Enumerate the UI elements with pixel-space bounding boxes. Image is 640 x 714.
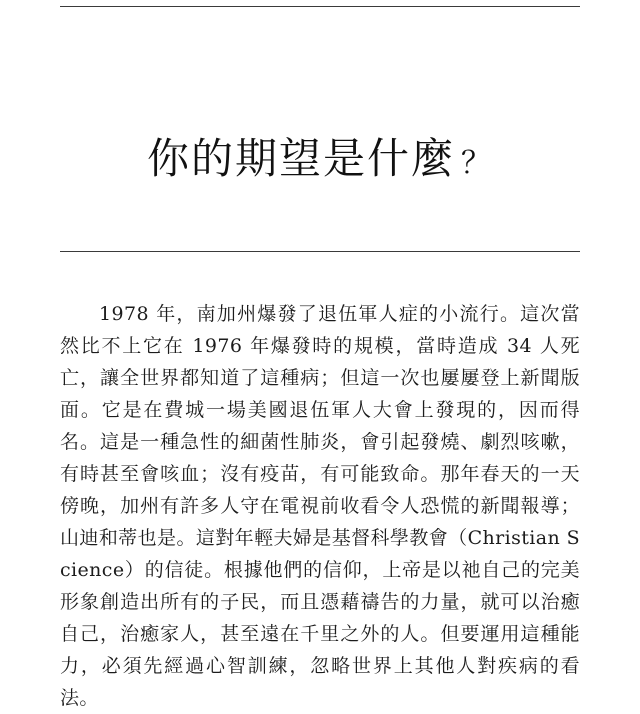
body-paragraph: 1978 年，南加州爆發了退伍軍人症的小流行。這次當然比不上它在 1976 年爆發時的規模，當時造成 34 人死亡，讓全世界都知道了這種病；但這一次也屢屢登上新聞版面。它是在費城一場美國退伍軍人大會上發現的，因而得名。這是一種急性的細菌性肺炎，會引起發燒、劇烈咳嗽，有時甚至會咳血；沒有疫苗，有可能致命。那年春天的一天傍晚，加州有許多人守在電視前收看令人恐慌的新聞報導；山迪和蒂也是。這對年輕夫婦是基督科學教會（Christian Science）的信徒。根據他們的信仰，上帝是以祂自己的完美形象創造出所有的子民，而且憑藉禱告的力量，就可以治癒自己，治癒家人，甚至遠在千里之外的人。但要運用這種能力，必須先經過心智訓練，忽略世界上其他人對疾病的看法。 xyxy=(60,303,580,709)
chapter-title xyxy=(60,124,580,199)
chapter-title-text: 你的期望是什麼 xyxy=(146,134,455,184)
bottom-rule xyxy=(60,251,580,252)
top-rule xyxy=(60,6,580,7)
chapter-title-question-mark: ？ xyxy=(461,146,493,182)
